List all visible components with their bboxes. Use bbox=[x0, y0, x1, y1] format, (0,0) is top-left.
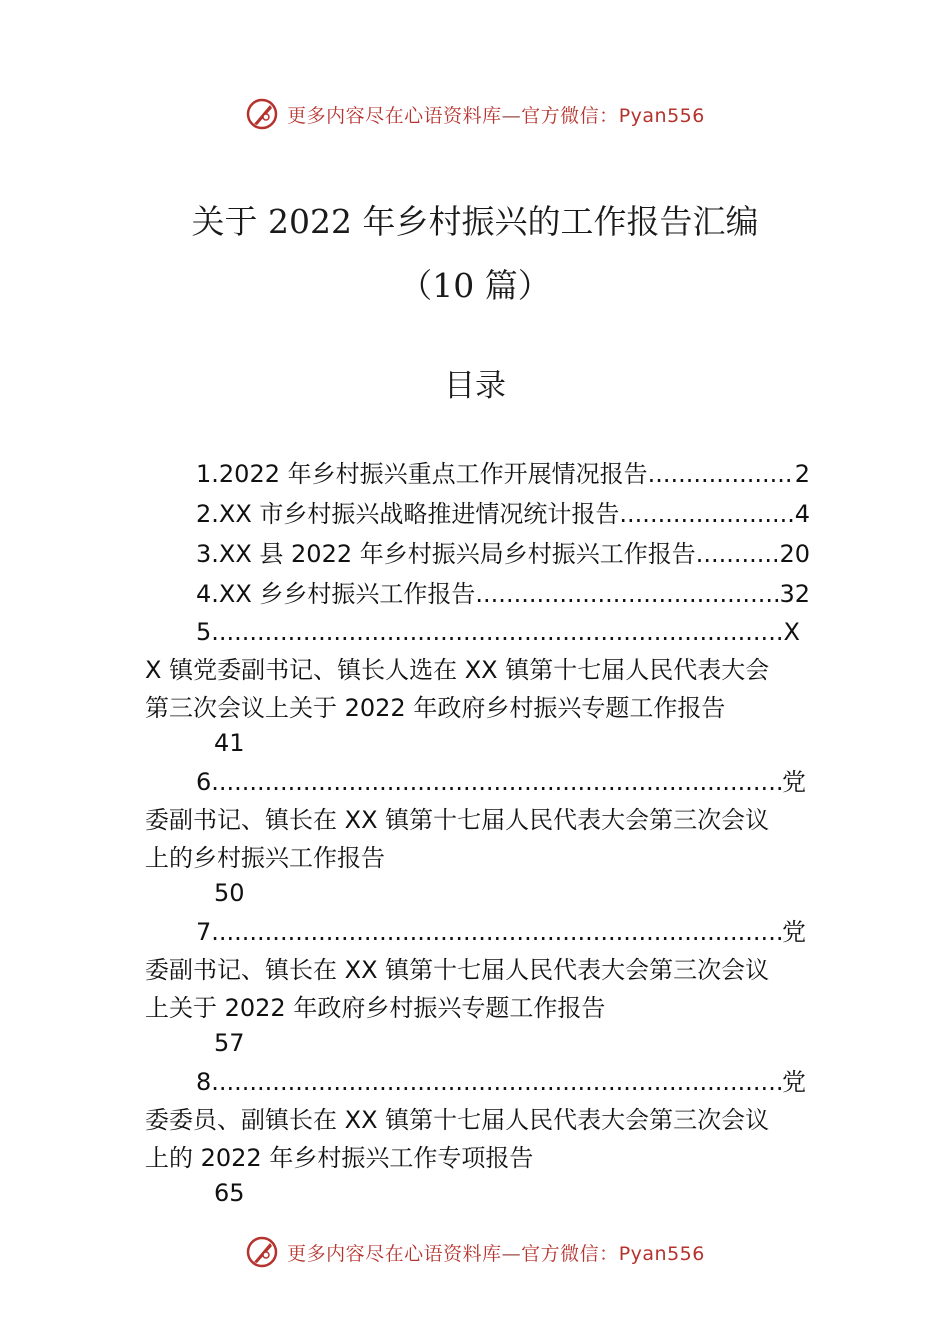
banner-text: 更多内容尽在心语资料库—官方微信：Pyan556 bbox=[287, 104, 705, 127]
footer-banner bbox=[0, 1232, 950, 1272]
toc-entry-5-page: 41 bbox=[214, 729, 245, 757]
toc-entry-8-page: 65 bbox=[214, 1179, 245, 1207]
toc-entry-8-line-3: 上的 2022 年乡村振兴工作专项报告 bbox=[145, 1144, 534, 1172]
toc-entry-8[interactable]: 8. ..... 党 bbox=[196, 1063, 806, 1101]
toc-entry-5-line-3: 第三次会议上关于 2022 年政府乡村振兴专题工作报告 bbox=[145, 694, 726, 722]
toc-entry-4[interactable]: 4.XX 乡乡村振兴工作报告 ..... 32 bbox=[196, 575, 810, 613]
toc-entry-6[interactable]: 6. ..... 党 bbox=[196, 763, 806, 801]
document-title: 关于 2022 年乡村振兴的工作报告汇编 bbox=[191, 202, 759, 241]
quill-logo-icon bbox=[245, 97, 279, 131]
toc-entry-5-line-2: X 镇党委副书记、镇长人选在 XX 镇第十七届人民代表大会 bbox=[145, 656, 770, 684]
toc-entry-7-page: 57 bbox=[214, 1029, 245, 1057]
toc-entry-6-page: 50 bbox=[214, 879, 245, 907]
toc-entry-7-line-2: 委副书记、镇长在 XX 镇第十七届人民代表大会第三次会议 bbox=[145, 956, 770, 984]
toc-entry-6-line-2: 委副书记、镇长在 XX 镇第十七届人民代表大会第三次会议 bbox=[145, 806, 770, 834]
toc-entry-7-line-3: 上关于 2022 年政府乡村振兴专题工作报告 bbox=[145, 994, 606, 1022]
document-subtitle: （10 篇） bbox=[399, 266, 551, 305]
toc-entry-2[interactable]: 2.XX 市乡村振兴战略推进情况统计报告 ..... 4 bbox=[196, 495, 810, 533]
quill-logo-icon bbox=[245, 1235, 279, 1269]
toc-entry-5[interactable]: 5. ..... X bbox=[196, 613, 800, 651]
toc-entry-6-line-3: 上的乡村振兴工作报告 bbox=[145, 844, 385, 872]
toc-entry-8-line-2: 委委员、副镇长在 XX 镇第十七届人民代表大会第三次会议 bbox=[145, 1106, 770, 1134]
toc-entry-3[interactable]: 3.XX 县 2022 年乡村振兴局乡村振兴工作报告 ..... 20 bbox=[196, 535, 810, 573]
header-banner bbox=[0, 94, 950, 134]
toc-entry-7[interactable]: 7. ..... 党 bbox=[196, 913, 806, 951]
toc-entry-1[interactable]: 1.2022 年乡村振兴重点工作开展情况报告 ..... 2 bbox=[196, 455, 810, 493]
banner-text: 更多内容尽在心语资料库—官方微信：Pyan556 bbox=[287, 1242, 705, 1265]
toc-heading: 目录 bbox=[444, 368, 506, 404]
